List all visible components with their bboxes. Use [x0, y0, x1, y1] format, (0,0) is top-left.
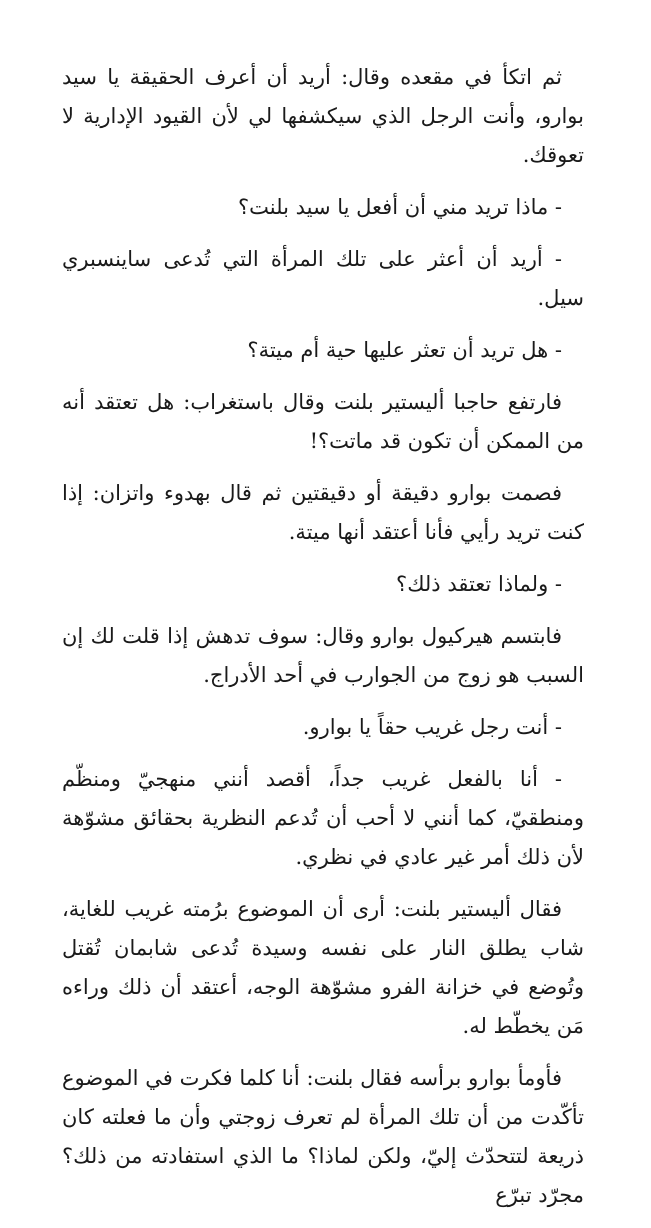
paragraph-6: فصمت بوارو دقيقة أو دقيقتين ثم قال بهدوء واتزان: إذا كنت تريد رأيي فأنا أعتقد أنها ميتة.: [62, 481, 584, 544]
book-page: [62, 58, 584, 1228]
paragraph-9: - أنت رجل غريب حقاً يا بوارو.: [302, 715, 562, 739]
paragraph-4: - هل تريد أن تعثر عليها حية أم ميتة؟: [247, 338, 562, 362]
paragraph-8: فابتسم هيركيول بوارو وقال: سوف تدهش إذا قلت لك إن السبب هو زوج من الجوارب في أحد الأدراج.: [62, 624, 584, 687]
paragraph-12: فأومأ بوارو برأسه فقال بلنت: أنا كلما فكرت في الموضوع تأكّدت من أن تلك المرأة لم تعرف زوجتي وأن ما فعلته كان ذريعة لتتحدّث إليّ، ولكن لماذا؟ ما الذي استفادته من ذلك؟ مجرّد تبرّع: [62, 1066, 584, 1207]
paragraph-10: - أنا بالفعل غريب جداً، أقصد أنني منهجيّ ومنظّم ومنطقيّ، كما أنني لا أحب أن تُدعم النظرية بحقائق مشوّهة لأن ذلك أمر غير عادي في نظري.: [62, 767, 584, 869]
paragraph-1: ثم اتكأ في مقعده وقال: أريد أن أعرف الحقيقة يا سيد بوارو، وأنت الرجل الذي سيكشفها لي لأن القيود الإدارية لا تعوقك.: [62, 65, 584, 167]
paragraph-11: فقال أليستير بلنت: أرى أن الموضوع برُمته غريب للغاية، شاب يطلق النار على نفسه وسيدة تُدعى شابمان تُقتل وتُوضع في خزانة الفرو مشوّهة الوجه، أعتقد أن ذلك وراءه مَن يخطّط له.: [62, 897, 584, 1038]
paragraph-2: - ماذا تريد مني أن أفعل يا سيد بلنت؟: [238, 195, 562, 219]
paragraph-3: - أريد أن أعثر على تلك المرأة التي تُدعى ساينسبري سيل.: [62, 247, 584, 310]
paragraph-7: - ولماذا تعتقد ذلك؟: [396, 572, 562, 596]
paragraph-5: فارتفع حاجبا أليستير بلنت وقال باستغراب: هل تعتقد أنه من الممكن أن تكون قد ماتت؟!: [62, 390, 584, 453]
